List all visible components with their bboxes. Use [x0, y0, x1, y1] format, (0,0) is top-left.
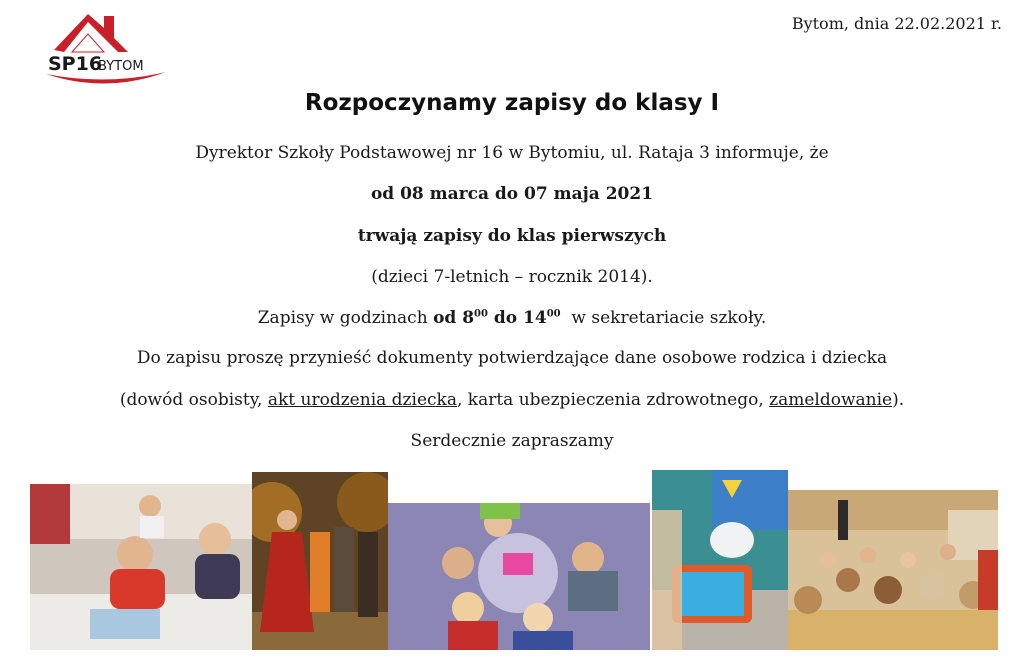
children-text: (dzieci 7-letnich – rocznik 2014).: [371, 267, 653, 287]
intro-text: Dyrektor Szkoły Podstawowej nr 16 w Bytomiu, ul. Rataja 3 informuje, że: [195, 143, 829, 163]
photo-children-crafts: [30, 484, 252, 650]
hours-text: [0, 308, 1024, 328]
photo-children-circle: [388, 503, 650, 650]
school-logo: [44, 8, 168, 88]
date-range-text: od 08 marca do 07 maja 2021: [370, 184, 654, 204]
photo-tablet-robot: [652, 470, 788, 650]
documents-list: (dowód osobisty, akt urodzenia dziecka, karta ubezpieczenia zdrowotnego, zameldowanie).: [119, 390, 905, 410]
document-date: Bytom, dnia 22.02.2021 r.: [791, 14, 1002, 33]
svg-text:BYTOM: BYTOM: [98, 59, 144, 74]
hours-prefix: Zapisy w godzinach: [257, 308, 428, 328]
photo-autumn-costumes: [252, 472, 388, 650]
hours-range: od $8^{00}$ do $14^{00}$: [433, 308, 561, 328]
photo-teddy-bears-group: [788, 490, 998, 650]
page-title: Rozpoczynamy zapisy do klasy I: [304, 90, 720, 116]
svg-text:SP16: SP16: [48, 53, 103, 75]
closing-text: Serdecznie zapraszamy: [410, 431, 614, 451]
hours-suffix: w sekretariacie szkoły.: [560, 308, 767, 328]
documents-text: Do zapisu proszę przynieść dokumenty potwierdzające dane osobowe rodzica i dziecka: [136, 348, 888, 368]
registration-text: zameldowanie: [769, 390, 893, 410]
house-roof-icon: [44, 8, 168, 88]
enrollment-text: trwają zapisy do klas pierwszych: [357, 226, 667, 246]
birth-certificate-text: akt urodzenia dziecka: [267, 390, 457, 410]
